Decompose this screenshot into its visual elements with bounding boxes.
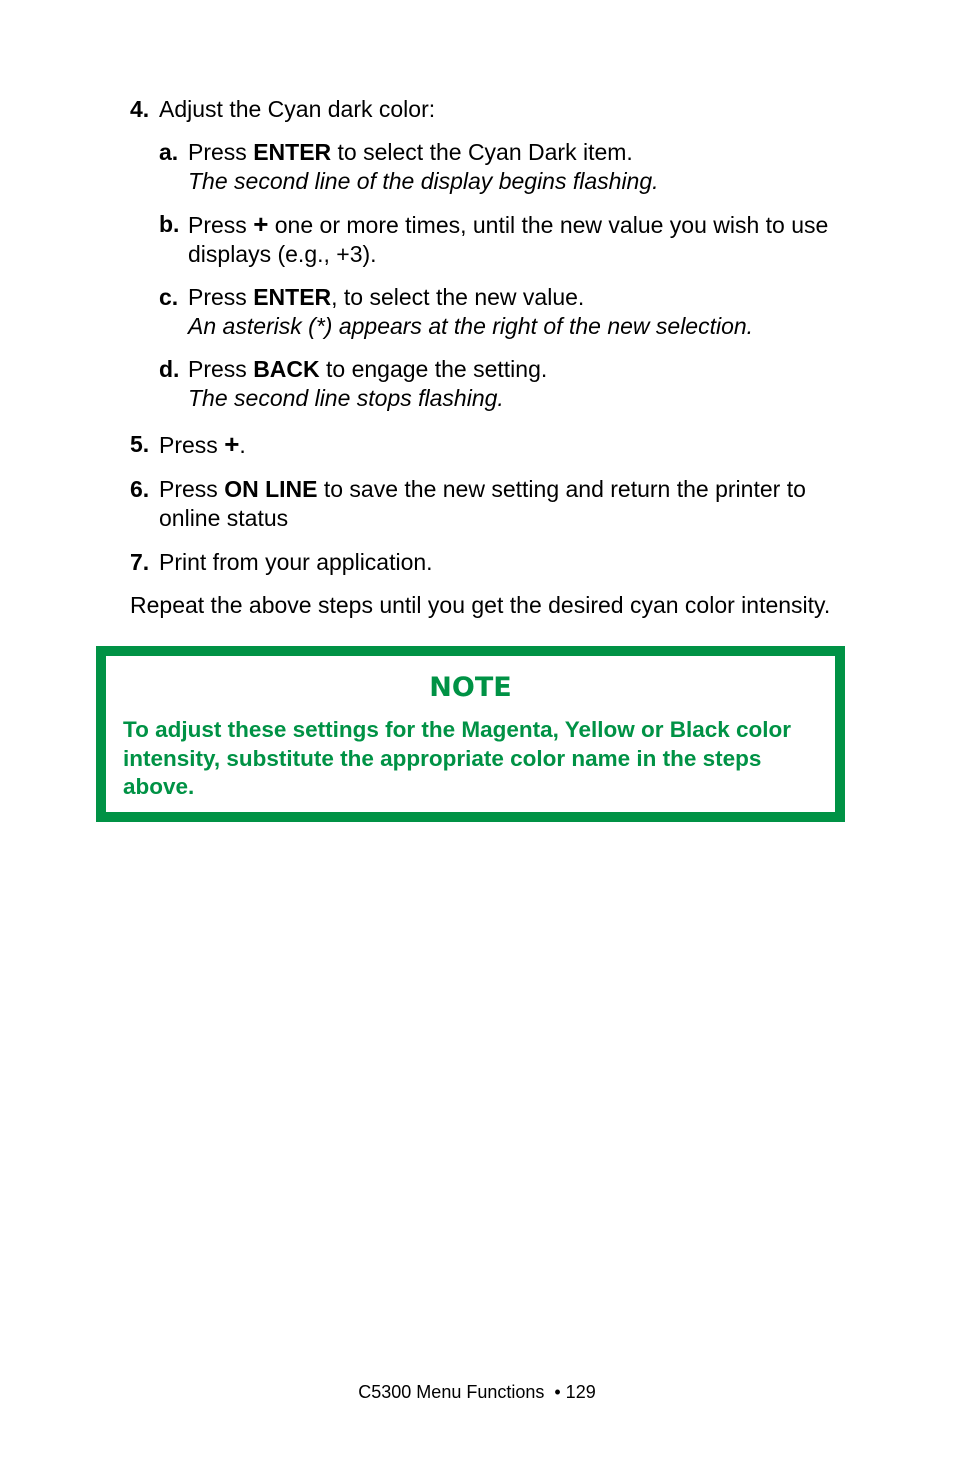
plus-key-label: + xyxy=(253,209,269,239)
page-footer: C5300 Menu Functions • 129 xyxy=(358,1382,596,1402)
substep-text-pre: Press xyxy=(188,284,254,310)
substep-text-pre: Press xyxy=(188,356,254,382)
note-text: To adjust these settings for the Magenta, Yellow or Black color intensity, substitute the appropriate color name in the steps above. xyxy=(123,717,792,799)
step-text-pre: Press xyxy=(159,432,225,458)
substep-letter: a. xyxy=(159,139,179,165)
substep-a xyxy=(159,138,869,196)
substep-letter: b. xyxy=(159,211,180,237)
substep-result: The second line of the display begins flashing. xyxy=(188,168,659,194)
step-number: 4. xyxy=(130,96,150,122)
step-4 xyxy=(130,95,870,124)
on-line-key-label: ON LINE xyxy=(224,476,318,502)
note-box xyxy=(96,646,845,822)
enter-key-label: ENTER xyxy=(253,284,332,310)
substep-letter: d. xyxy=(159,356,180,382)
substep-text-pre: Press xyxy=(188,212,254,238)
step-text-post: . xyxy=(239,432,246,458)
step-6 xyxy=(130,475,870,533)
plus-key-label: + xyxy=(224,429,240,459)
step-7 xyxy=(130,548,870,577)
substep-b xyxy=(159,210,869,269)
substep-text-post: to engage the setting. xyxy=(319,356,548,382)
enter-key-label: ENTER xyxy=(253,139,332,165)
repeat-paragraph: Repeat the above steps until you get the desired cyan color intensity. xyxy=(130,592,831,618)
step-text: Adjust the Cyan dark color: xyxy=(159,96,436,122)
substep-c xyxy=(159,283,869,341)
substep-text-pre: Press xyxy=(188,139,254,165)
step-text-pre: Press xyxy=(159,476,225,502)
step-5 xyxy=(130,430,870,460)
step-number: 6. xyxy=(130,476,150,502)
step-text: Print from your application. xyxy=(159,549,433,575)
substep-text-post: one or more times, until the new value you wish to use displays (e.g., +3). xyxy=(188,212,829,267)
substep-result: The second line stops flashing. xyxy=(188,385,504,411)
step-number: 5. xyxy=(130,431,150,457)
substep-result: An asterisk (*) appears at the right of the new selection. xyxy=(188,313,754,339)
note-title: NOTE xyxy=(429,672,512,703)
step-number: 7. xyxy=(130,549,150,575)
substep-d xyxy=(159,355,869,413)
substep-text-post: to select the Cyan Dark item. xyxy=(331,139,633,165)
step-text-post: to save the new setting and return the printer to online status xyxy=(159,476,806,531)
substep-text-post: , to select the new value. xyxy=(331,284,585,310)
substep-letter: c. xyxy=(159,284,179,310)
back-key-label: BACK xyxy=(253,356,320,382)
